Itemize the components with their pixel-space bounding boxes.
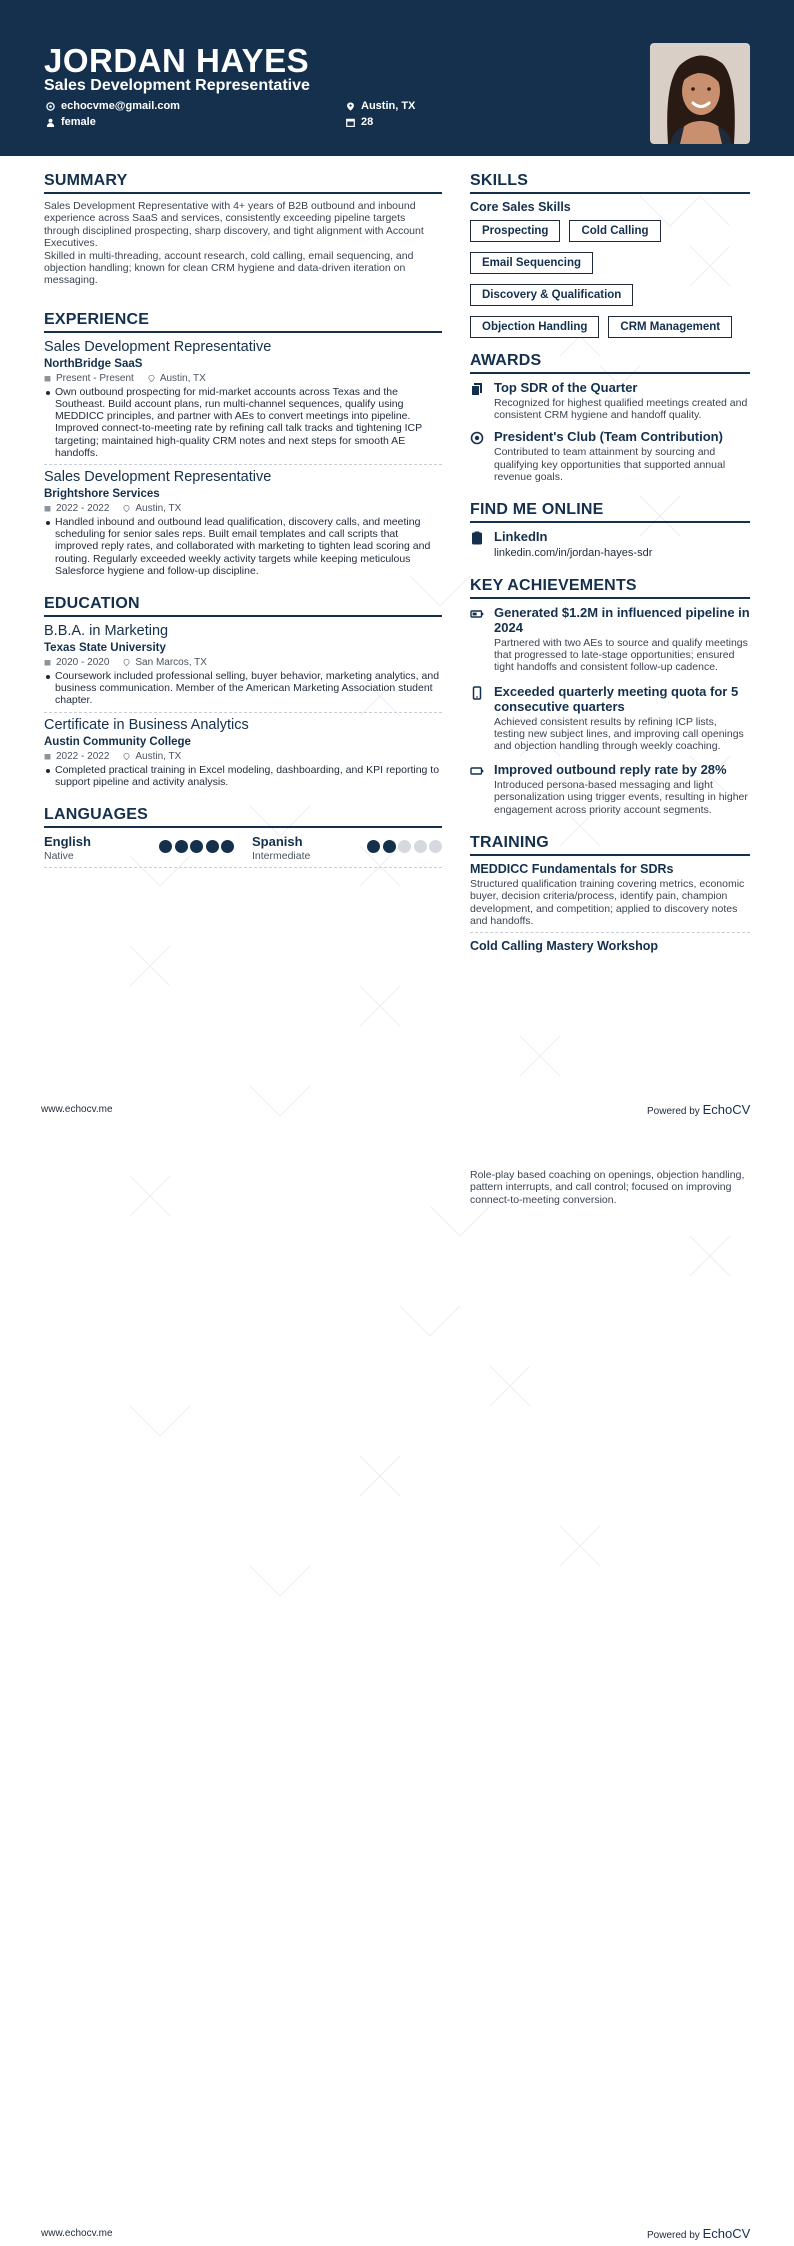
battery-icon bbox=[470, 607, 484, 621]
language-level: Native bbox=[44, 850, 74, 863]
location-text: Austin, TX bbox=[361, 100, 416, 112]
summary-section bbox=[44, 172, 442, 287]
education-dates: 2020 - 2020 bbox=[56, 657, 110, 669]
education-bullet: Completed practical training in Excel modeling, dashboarding, and KPI reporting to support pipeline and activity analysis. bbox=[44, 764, 442, 788]
achievement-title: Exceeded quarterly meeting quota for 5 consecutive quarters bbox=[494, 683, 739, 714]
company-name: Brightshore Services bbox=[44, 488, 160, 501]
left-column bbox=[44, 172, 442, 872]
map-pin-icon bbox=[346, 102, 355, 111]
footer-powered bbox=[647, 1102, 750, 1117]
achievement-item bbox=[470, 605, 750, 674]
achievement-description: Introduced persona-based messaging and light personalization using trigger events, resulting in higher engagement across priority account segments. bbox=[494, 779, 748, 816]
right-column bbox=[470, 172, 750, 953]
job-meta bbox=[44, 503, 442, 514]
skill-tag: CRM Management bbox=[608, 316, 732, 338]
document-icon bbox=[470, 382, 484, 396]
gender-contact bbox=[46, 116, 96, 128]
entry-divider bbox=[44, 464, 442, 465]
school-name: Austin Community College bbox=[44, 735, 191, 748]
job-dates: Present - Present bbox=[56, 372, 134, 384]
rating-dot-filled bbox=[175, 840, 188, 853]
map-pin-icon bbox=[123, 753, 130, 760]
education-heading: EDUCATION bbox=[44, 595, 442, 617]
job-meta bbox=[44, 373, 442, 384]
mobile-icon bbox=[470, 686, 484, 700]
calendar-icon bbox=[44, 375, 51, 382]
rating-dot-filled bbox=[221, 840, 234, 853]
map-pin-icon bbox=[148, 375, 155, 382]
skills-section bbox=[470, 172, 750, 348]
person-icon bbox=[46, 118, 55, 127]
experience-entry bbox=[44, 469, 442, 577]
rating-dot-filled bbox=[190, 840, 203, 853]
achievement-title: Improved outbound reply rate by 28% bbox=[494, 762, 727, 778]
job-title: Sales Development Representative bbox=[44, 469, 272, 486]
language-level: Intermediate bbox=[252, 850, 311, 863]
location-contact bbox=[346, 100, 415, 112]
at-icon bbox=[46, 102, 55, 111]
training-description: Role-play based coaching on openings, objection handling, pattern interrupts, and call control; focused on improving connect-to-meeting conversion. bbox=[470, 1169, 745, 1206]
age-text: 28 bbox=[361, 116, 374, 128]
email-contact[interactable] bbox=[46, 100, 180, 112]
languages-heading: LANGUAGES bbox=[44, 806, 442, 828]
award-description: Contributed to team attainment by sourcing and qualifying key opportunities that supported annual revenue goals. bbox=[494, 446, 726, 483]
achievements-heading: KEY ACHIEVEMENTS bbox=[470, 577, 750, 599]
calendar-icon bbox=[44, 659, 51, 666]
summary-paragraph-1: Sales Development Representative with 4+ years of B2B outbound and inbound experience across SaaS and services, consistently exceeding pipeline targets through disciplined prospecting, sharp discovery, and tight alignment with Account Executives. bbox=[44, 200, 424, 250]
degree-title: B.B.A. in Marketing bbox=[44, 623, 169, 640]
skill-tag: Email Sequencing bbox=[470, 252, 593, 274]
training-heading: TRAINING bbox=[470, 834, 750, 856]
map-pin-icon bbox=[123, 505, 130, 512]
powered-label: Powered by bbox=[647, 2230, 700, 2241]
training-description: Structured qualification training covering metrics, economic buyer, decision criteria/process, identify pain, champion development, and competition; applied to discovery notes and handoffs. bbox=[470, 877, 745, 928]
job-location: Austin, TX bbox=[159, 372, 206, 384]
awards-heading: AWARDS bbox=[470, 352, 750, 374]
linkedin-icon bbox=[470, 531, 484, 545]
online-url[interactable]: linkedin.com/in/jordan-hayes-sdr bbox=[494, 547, 653, 560]
award-title: President's Club (Team Contribution) bbox=[494, 429, 723, 445]
entry-divider bbox=[44, 867, 442, 868]
footer-powered bbox=[647, 2226, 750, 2241]
award-item bbox=[470, 380, 750, 421]
brand-logo: EchoCV bbox=[702, 1102, 751, 1117]
online-section bbox=[470, 501, 750, 559]
battery-empty-icon bbox=[470, 764, 484, 778]
candidate-name: JORDAN HAYES bbox=[44, 42, 310, 79]
language-name: Spanish bbox=[252, 834, 303, 850]
experience-entry bbox=[44, 339, 442, 459]
age-contact bbox=[346, 116, 373, 128]
award-description: Recognized for highest qualified meetings created and consistent CRM hygiene and handoff quality. bbox=[494, 397, 748, 422]
award-title: Top SDR of the Quarter bbox=[494, 380, 638, 395]
profile-photo bbox=[650, 43, 750, 144]
experience-section bbox=[44, 311, 442, 577]
skill-tags bbox=[470, 220, 750, 348]
skill-tag: Objection Handling bbox=[470, 316, 599, 338]
school-name: Texas State University bbox=[44, 642, 166, 655]
language-rating bbox=[365, 840, 443, 853]
skill-tag: Cold Calling bbox=[569, 220, 660, 242]
education-dates: 2022 - 2022 bbox=[56, 750, 110, 762]
training-item bbox=[470, 862, 750, 928]
language-rating bbox=[157, 840, 235, 853]
achievements-section bbox=[470, 577, 750, 816]
language-item bbox=[252, 834, 442, 862]
footer-site[interactable]: www.echocv.me bbox=[41, 2228, 113, 2239]
education-location: Austin, TX bbox=[135, 750, 182, 762]
rating-dot-empty bbox=[414, 840, 427, 853]
online-heading: FIND ME ONLINE bbox=[470, 501, 750, 523]
resume-header bbox=[0, 0, 794, 156]
summary-paragraph-2: Skilled in multi-threading, account research, cold calling, email sequencing, and objection handling; known for clean CRM hygiene and data-driven iteration on messaging. bbox=[44, 249, 414, 287]
education-location: San Marcos, TX bbox=[135, 657, 207, 669]
email-text: echocvme@gmail.com bbox=[61, 100, 180, 112]
job-bullet: Own outbound prospecting for mid-market accounts across Texas and the Southeast. Build account plans, run multi-channel sequences, qualify using MEDDICC principles, and partner with AEs to convert meetings into pipeline. Improved connect-to-meeting rate by refining call talk tracks and tightening ICP targeting; maintained high-quality CRM notes and next steps for smooth AE handoffs. bbox=[44, 386, 442, 459]
achievement-description: Achieved consistent results by refining ICP lists, testing new subject lines, and improving call openings and objection handling through weekly coaching. bbox=[494, 715, 744, 753]
skill-tag: Discovery & Qualification bbox=[470, 284, 633, 306]
candidate-role: Sales Development Representative bbox=[44, 77, 310, 94]
calendar-icon bbox=[44, 753, 51, 760]
skills-subheading: Core Sales Skills bbox=[470, 200, 571, 214]
rating-dot-empty bbox=[398, 840, 411, 853]
training-title: MEDDICC Fundamentals for SDRs bbox=[470, 861, 674, 876]
gender-text: female bbox=[61, 116, 96, 128]
calendar-icon bbox=[346, 118, 355, 127]
experience-heading: EXPERIENCE bbox=[44, 311, 442, 333]
footer-site[interactable]: www.echocv.me bbox=[41, 1104, 113, 1115]
education-entry bbox=[44, 623, 442, 707]
training-title: Cold Calling Mastery Workshop bbox=[470, 939, 658, 954]
entry-divider bbox=[44, 712, 442, 713]
achievement-title: Generated $1.2M in influenced pipeline in 2024 bbox=[494, 605, 750, 636]
training-section bbox=[470, 834, 750, 954]
rating-dot-filled bbox=[367, 840, 380, 853]
calendar-icon bbox=[44, 505, 51, 512]
job-dates: 2022 - 2022 bbox=[56, 503, 110, 515]
languages-section bbox=[44, 806, 442, 868]
education-section bbox=[44, 595, 442, 788]
map-pin-icon bbox=[123, 659, 130, 666]
rating-dot-empty bbox=[429, 840, 442, 853]
job-bullet: Handled inbound and outbound lead qualification, discovery calls, and meeting scheduling for senior sales reps. Built email templates and call scripts that improved reply rates, and collaborated with marketing to tighten lead scoring and routing. Regularly exceeded weekly activity targets while keeping meticulous Salesforce hygiene and follow-up discipline. bbox=[44, 516, 442, 577]
entry-divider bbox=[470, 932, 750, 933]
rating-dot-filled bbox=[159, 840, 172, 853]
powered-label: Powered by bbox=[647, 1106, 700, 1117]
brand-logo: EchoCV bbox=[702, 2226, 751, 2241]
job-title: Sales Development Representative bbox=[44, 338, 272, 355]
achievement-description: Partnered with two AEs to source and qualify meetings that progressed to late-stage opportunities; ensured tight handoffs and consistent follow-up cadence. bbox=[494, 637, 748, 674]
education-meta bbox=[44, 657, 442, 668]
company-name: NorthBridge SaaS bbox=[44, 357, 143, 370]
education-meta bbox=[44, 751, 442, 762]
language-item bbox=[44, 834, 234, 862]
achievement-item bbox=[470, 762, 750, 816]
online-label: LinkedIn bbox=[494, 529, 548, 545]
skill-tag: Prospecting bbox=[470, 220, 560, 242]
award-item bbox=[470, 429, 750, 483]
training-item bbox=[470, 939, 750, 953]
achievement-item bbox=[470, 684, 750, 753]
trophy-icon bbox=[470, 431, 484, 445]
skills-heading: SKILLS bbox=[470, 172, 750, 194]
rating-dot-filled bbox=[206, 840, 219, 853]
degree-title: Certificate in Business Analytics bbox=[44, 716, 249, 733]
awards-section bbox=[470, 352, 750, 483]
education-bullet: Coursework included professional selling, buyer behavior, marketing analytics, and business communication. Member of the American Marketing Association student chapter. bbox=[44, 670, 442, 707]
rating-dot-filled bbox=[383, 840, 396, 853]
education-entry bbox=[44, 717, 442, 788]
online-item[interactable] bbox=[470, 529, 750, 559]
summary-heading: SUMMARY bbox=[44, 172, 442, 194]
job-location: Austin, TX bbox=[135, 503, 182, 515]
language-name: English bbox=[44, 834, 91, 850]
